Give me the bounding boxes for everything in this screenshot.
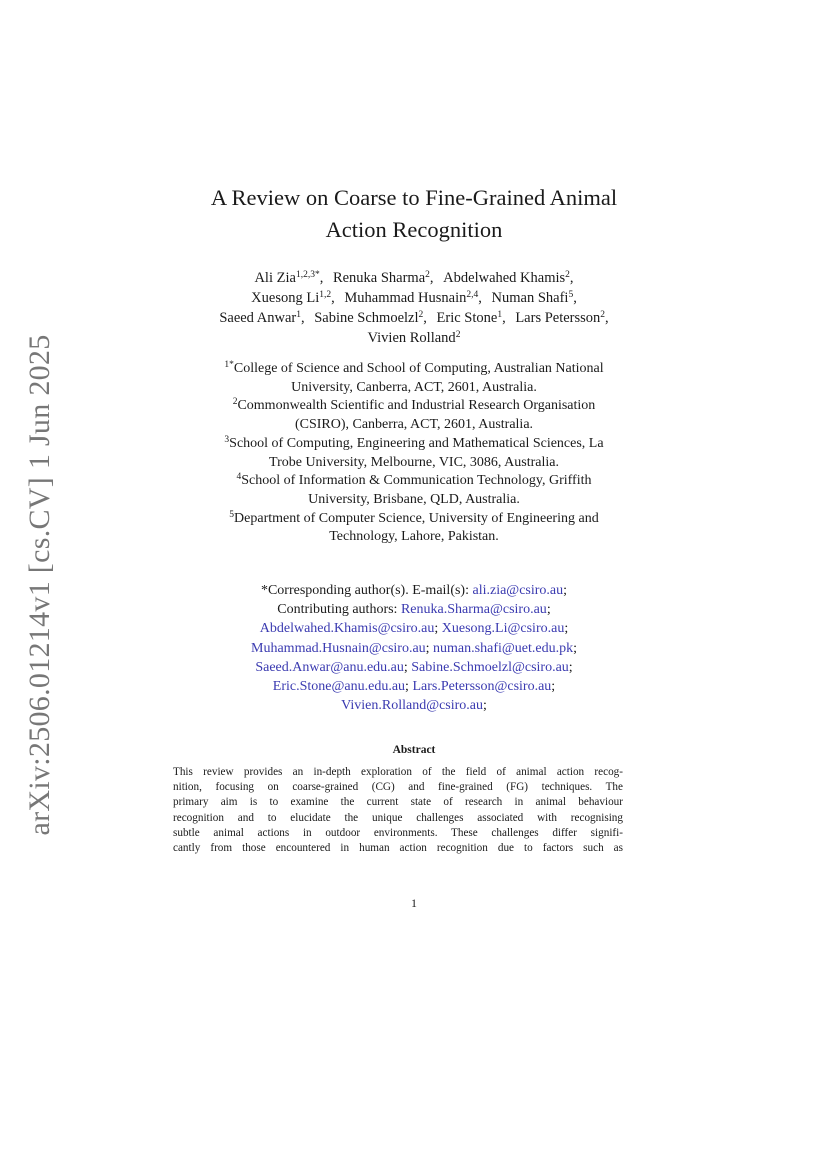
arxiv-identifier-text: arXiv:2506.01214v1 [cs.CV] 1 Jun 2025	[23, 334, 56, 836]
contributing-label: Contributing authors:	[277, 602, 398, 618]
author: Xuesong Li$^{1,2}$,	[251, 290, 335, 306]
affiliation-3: $^3$School of Computing, Engineering and Mathematical Sciences, La	[224, 434, 604, 451]
email-link[interactable]: Abdelwahed.Khamis@csiro.au	[259, 621, 435, 637]
email-line: Muhammad.Husnain@csiro.au; numan.shafi@uet.edu.pk;	[251, 640, 577, 656]
email-line: Contributing authors: Renuka.Sharma@csiro.au;	[277, 602, 551, 618]
abstract-line: primary aim is to examine the current state of research in animal behaviour	[173, 796, 623, 809]
author: Abdelwahed Khamis$^2$,	[443, 270, 574, 286]
abstract-body	[173, 765, 623, 856]
title-line-2: Action Recognition	[325, 217, 503, 242]
author: Ali Zia$^{1,2,3*}$,	[254, 270, 324, 286]
email-link[interactable]: ali.zia@csiro.au	[472, 583, 564, 598]
abstract-line: cantly from those encountered in human action recognition due to factors such as	[173, 841, 623, 854]
email-line: *Corresponding author(s). E-mail(s): ali.zia@csiro.au;	[260, 583, 568, 598]
abstract-line: nition, focusing on coarse-grained (CG) and fine-grained (FG) techniques. The	[173, 781, 623, 794]
correspondence-block	[150, 581, 678, 715]
author-list	[130, 268, 698, 348]
affiliation-1: $^{1*}$College of Science and School of Computing, Australian National	[224, 360, 604, 376]
email-line: Vivien.Rolland@csiro.au;	[341, 698, 487, 714]
email-line: Saeed.Anwar@anu.edu.au; Sabine.Schmoelzl@csiro.au;	[255, 659, 573, 675]
email-link[interactable]: Renuka.Sharma@csiro.au	[400, 602, 547, 618]
author: Vivien Rolland$^2$	[367, 330, 461, 346]
affiliation-4: $^4$School of Information & Communication Technology, Griffith	[236, 472, 592, 489]
email-link[interactable]: Xuesong.Li@csiro.au	[441, 621, 565, 637]
email-link[interactable]: Lars.Petersson@csiro.au	[412, 679, 552, 695]
corresponding-label: *Corresponding author(s). E-mail(s):	[260, 583, 469, 598]
abstract-line: recognition and to elucidate the unique challenges associated with recognising	[173, 811, 623, 824]
abstract-line: This review provides an in-depth exploration of the field of animal action recog-	[173, 766, 623, 778]
paper-title	[150, 182, 678, 246]
email-link[interactable]: Saeed.Anwar@anu.edu.au	[255, 659, 404, 675]
abstract-heading: Abstract	[392, 744, 436, 756]
email-link[interactable]: numan.shafi@uet.edu.pk	[433, 640, 574, 656]
email-link[interactable]: Muhammad.Husnain@csiro.au	[251, 640, 426, 656]
author-line	[130, 308, 698, 328]
author: Saeed Anwar$^1$,	[219, 310, 305, 326]
affiliation-4-cont: University, Brisbane, QLD, Australia.	[308, 491, 520, 507]
affiliation-2-cont: (CSIRO), Canberra, ACT, 2601, Australia.	[294, 417, 534, 433]
author: Lars Petersson$^2$,	[515, 310, 609, 326]
author: Muhammad Husnain$^{2,4}$,	[344, 290, 482, 306]
author: Numan Shafi$^5$,	[491, 290, 577, 306]
author: Eric Stone$^1$,	[436, 310, 506, 326]
email-line: Eric.Stone@anu.edu.au; Lars.Petersson@csiro.au;	[272, 679, 556, 695]
author-line	[130, 328, 698, 348]
email-link[interactable]: Sabine.Schmoelzl@csiro.au	[411, 659, 569, 675]
author: Renuka Sharma$^2$,	[332, 270, 434, 286]
email-link[interactable]: Eric.Stone@anu.edu.au	[272, 679, 406, 695]
author-line	[130, 288, 698, 308]
author: Sabine Schmoelzl$^2$,	[314, 310, 427, 326]
page-number: 1	[411, 896, 417, 910]
title-line-1: A Review on Coarse to Fine-Grained Animal	[210, 185, 618, 210]
affiliation-2: $^2$Commonwealth Scientific and Industrial Research Organisation	[232, 397, 596, 414]
affiliation-5: $^5$Department of Computer Science, University of Engineering and	[229, 509, 599, 526]
email-line: Abdelwahed.Khamis@csiro.au; Xuesong.Li@csiro.au;	[259, 621, 569, 637]
email-link[interactable]: Vivien.Rolland@csiro.au	[341, 698, 484, 714]
affiliation-list	[160, 360, 668, 547]
affiliation-3-cont: Trobe University, Melbourne, VIC, 3086, Australia.	[269, 454, 559, 470]
affiliation-1-cont: University, Canberra, ACT, 2601, Australia.	[291, 379, 537, 395]
abstract-line: subtle animal actions in outdoor environments. These challenges differ signifi-	[173, 826, 623, 839]
affiliation-5-cont: Technology, Lahore, Pakistan.	[329, 529, 499, 545]
author-line	[130, 268, 698, 288]
